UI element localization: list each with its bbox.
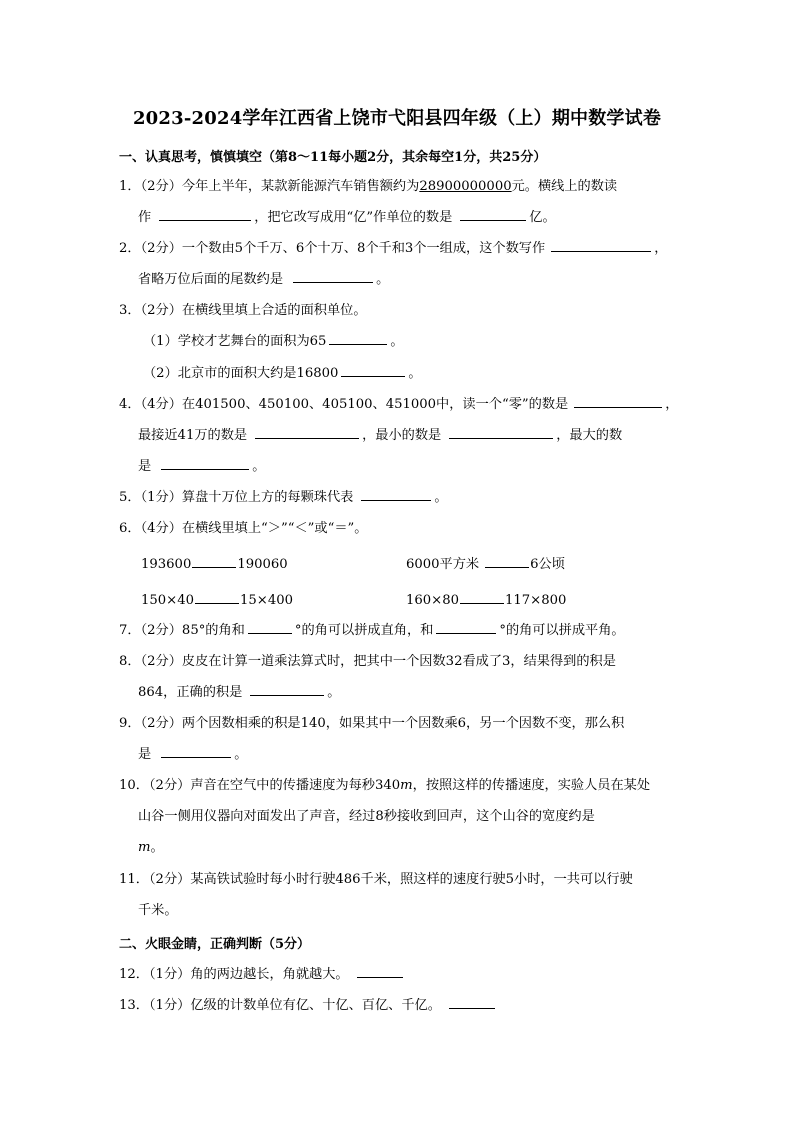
q4-text-e: ，最大的数 <box>556 428 623 443</box>
answer-blank[interactable] <box>192 553 236 568</box>
q3-sub2-text: （2）北京市的面积大约是16800 <box>143 366 339 381</box>
question-13 <box>119 990 679 1021</box>
q1-text-d: ，把它改写成用“亿”作单位的数是 <box>254 210 453 225</box>
question-11 <box>119 864 679 895</box>
question-6 <box>119 513 679 544</box>
q10-unit: m <box>400 778 413 793</box>
answer-blank[interactable] <box>329 330 387 345</box>
question-1-line2 <box>138 202 556 233</box>
answer-blank[interactable] <box>161 455 249 470</box>
answer-blank[interactable] <box>574 393 662 408</box>
q5-text: 5．（1分）算盘十万位上方的每颗珠代表 <box>119 490 354 505</box>
answer-blank[interactable] <box>449 424 553 439</box>
q6-right-value: 117×800 <box>505 593 567 608</box>
question-7 <box>119 615 679 646</box>
q1-text-b: 元。横线上的数读 <box>511 179 618 194</box>
answer-blank[interactable] <box>161 743 231 758</box>
question-2-line2 <box>138 264 389 295</box>
q4-text-g: 。 <box>252 459 266 474</box>
q2-text-c: 省略万位后面的尾数约是 <box>138 272 284 287</box>
question-3-sub1 <box>143 326 404 357</box>
answer-blank[interactable] <box>341 362 405 377</box>
answer-blank[interactable] <box>449 994 495 1009</box>
q1-text: 1．（2分）今年上半年，某款新能源汽车销售额约为 <box>119 179 420 194</box>
answer-blank[interactable] <box>460 589 504 604</box>
q1-number: 28900000000 <box>419 179 512 194</box>
q6-right-value: 6公顷 <box>530 557 565 572</box>
question-2 <box>119 233 679 264</box>
q6-compare-2 <box>406 553 565 572</box>
q3-sub1-text: （1）学校才艺舞台的面积为65 <box>143 334 327 349</box>
answer-blank[interactable] <box>255 424 359 439</box>
q4-text-d: ，最小的数是 <box>362 428 442 443</box>
question-11-line2 <box>138 895 178 926</box>
q3-text: 3．（2分）在横线里填上合适的面积单位。 <box>119 303 367 318</box>
answer-blank[interactable] <box>159 206 251 221</box>
q4-text-b: ， <box>665 397 679 412</box>
q10-text: 10．（2分）声音在空气中的传播速度为每秒340 <box>119 778 401 793</box>
question-8 <box>119 646 679 677</box>
section-heading-2: 二、火眼金睛，正确判断（5分） <box>119 937 311 952</box>
q2-text-b: ， <box>654 241 668 256</box>
q3-sub2-end: 。 <box>408 366 422 381</box>
q10-unit-end: m <box>138 840 151 855</box>
q6-compare-1 <box>141 553 288 572</box>
q6-left-value: 193600 <box>141 557 192 572</box>
answer-blank[interactable] <box>250 681 324 696</box>
q6-right-value: 190060 <box>237 557 288 572</box>
answer-blank[interactable] <box>485 553 529 568</box>
question-8-line2 <box>138 677 340 708</box>
q7-text: 7．（2分）85°的角和 <box>119 623 245 638</box>
q8-text-b: 864，正确的积是 <box>138 685 243 700</box>
q5-text-b: 。 <box>434 490 448 505</box>
answer-blank[interactable] <box>195 589 239 604</box>
question-5 <box>119 482 679 513</box>
q7-text-c: °的角可以拼成平角。 <box>499 623 625 638</box>
q8-text: 8．（2分）皮皮在计算一道乘法算式时，把其中一个因数32看成了3，结果得到的积是 <box>119 654 616 669</box>
answer-blank[interactable] <box>551 237 651 252</box>
section-heading-1: 一、认真思考，慎慎填空（第8～11每小题2分，其余每空1分，共25分） <box>119 150 547 165</box>
page-title: 2023-2024学年江西省上饶市弋阳县四年级（上）期中数学试卷 <box>132 108 662 129</box>
question-9-line2 <box>138 739 247 770</box>
answer-blank[interactable] <box>436 619 496 634</box>
q12-text: 12．（1分）角的两边越长，角就越大。 <box>119 967 349 982</box>
q10-text-e: 。 <box>150 840 164 855</box>
q4-text-c: 最接近41万的数是 <box>138 428 248 443</box>
q1-text-c: 作 <box>138 210 152 225</box>
q6-left-value: 6000平方米 <box>406 557 480 572</box>
question-1 <box>119 171 679 202</box>
answer-blank[interactable] <box>293 268 373 283</box>
q6-left-value: 160×80 <box>406 593 460 608</box>
question-3-sub2 <box>143 358 422 389</box>
q9-text: 9．（2分）两个因数相乘的积是140，如果其中一个因数乘6，另一个因数不变，那么积 <box>119 716 625 731</box>
question-9 <box>119 708 679 739</box>
q7-text-b: °的角可以拼成直角，和 <box>294 623 434 638</box>
q4-text: 4．（4分）在401500、450100、405100、451000中，读一个“零”的数是 <box>119 397 569 412</box>
q6-compare-3 <box>141 589 293 608</box>
q1-text-e: 亿。 <box>529 210 556 225</box>
q10-text-b: ，按照这样的传播速度，实验人员在某处 <box>412 778 651 793</box>
q10-text-c: 山谷一侧用仪器向对面发出了声音，经过8秒接收到回声，这个山谷的宽度约是 <box>138 809 595 824</box>
q3-sub1-end: 。 <box>390 334 404 349</box>
q2-text: 2．（2分）一个数由5个千万、6个十万、8个千和3个一组成，这个数写作 <box>119 241 546 256</box>
answer-blank[interactable] <box>248 619 292 634</box>
q4-text-f: 是 <box>138 459 152 474</box>
question-4 <box>119 389 679 420</box>
question-4-line3 <box>138 451 265 482</box>
q6-left-value: 150×40 <box>141 593 195 608</box>
q11-text-b: 千米。 <box>138 903 178 918</box>
q2-text-d: 。 <box>376 272 390 287</box>
q13-text: 13．（1分）亿级的计数单位有亿、十亿、百亿、千亿。 <box>119 998 441 1013</box>
q8-text-c: 。 <box>327 685 341 700</box>
q6-right-value: 15×400 <box>240 593 294 608</box>
q6-text: 6．（4分）在横线里填上“＞”“＜”或“＝”。 <box>119 521 368 536</box>
q11-text: 11．（2分）某高铁试验时每小时行驶486千米，照这样的速度行驶5小时，一共可以行驶 <box>119 872 633 887</box>
question-10-line2 <box>138 801 595 832</box>
question-10 <box>119 770 679 801</box>
question-3 <box>119 295 679 326</box>
question-4-line2 <box>138 420 622 451</box>
q6-compare-4 <box>406 589 566 608</box>
question-12 <box>119 959 679 990</box>
question-10-line3 <box>138 832 164 863</box>
q9-text-b: 是 <box>138 747 152 762</box>
answer-blank[interactable] <box>460 206 526 221</box>
answer-blank[interactable] <box>361 486 431 501</box>
q9-text-c: 。 <box>234 747 248 762</box>
answer-blank[interactable] <box>357 963 403 978</box>
